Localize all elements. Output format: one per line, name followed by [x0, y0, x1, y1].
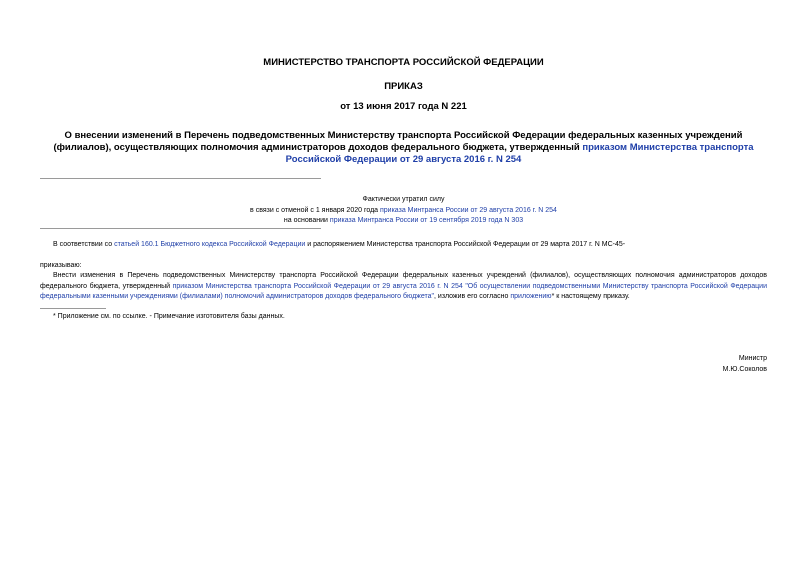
order-body: Внести изменения в Перечень подведомственных Министерству транспорта Российской Федерации федеральных казенных учреждений (филиалов), осуществляющих полномочия администраторов доходов федерального бюджета, утвержденный приказом Министерства транспорта Российской Федерации от 29 августа 2016 г. N 254 "Об осуществлении подведомственными Министерству транспорта Российской Федерации федеральными казенными учреждениями (филиалами) полномочий администраторов доходов федерального бюджета", изложив его согласно приложению* к настоящему приказу.: [40, 272, 767, 300]
separator-line: [40, 178, 321, 179]
signature-name: М.Ю.Соколов: [722, 365, 767, 373]
status-line-1: Фактически утратил силу: [362, 196, 445, 203]
status-line-2: в связи с отменой с 1 января 2020 года приказа Минтранса России от 29 августа 2016 г. N 254: [250, 206, 557, 214]
document-title: [40, 130, 767, 166]
preamble-link-budget-code[interactable]: статьей 160.1 Бюджетного кодекса Российской Федерации: [114, 241, 306, 248]
footnote-separator: [40, 308, 106, 309]
title-text: О внесении изменений в Перечень подведомственных Министерству транспорта Российской Федерации федеральных казенных учреждений (филиалов), осуществляющих полномочия администраторов доходов федерального бюджета, утвержденный: [53, 130, 743, 153]
separator-line: [40, 228, 321, 229]
signature-block: [723, 354, 767, 375]
footnote: * Приложение см. по ссылке. - Примечание изготовителя базы данных.: [53, 313, 285, 320]
status-block: [40, 195, 767, 227]
status-link-order-303[interactable]: приказа Минтранса России от 19 сентября 2019 года N 303: [329, 217, 524, 224]
status-line-3: на основании приказа Минтранса России от 19 сентября 2019 года N 303: [283, 217, 524, 224]
ministry-heading: МИНИСТЕРСТВО ТРАНСПОРТА РОССИЙСКОЙ ФЕДЕРАЦИИ: [263, 57, 544, 68]
body-link-appendix[interactable]: приложению: [510, 293, 552, 300]
title-link-order-254[interactable]: приказом Министерства транспорта Российской Федерации от 29 августа 2016 г. N 254: [285, 142, 754, 165]
signature-position: Министр: [738, 355, 767, 362]
preamble: В соответствии со статьей 160.1 Бюджетного кодекса Российской Федерации и распоряжением Министерства транспорта Российской Федерации от 29 марта 2017 г. N МС-45-: [53, 241, 626, 248]
order-word: приказываю:: [40, 262, 82, 269]
status-link-order-254[interactable]: приказа Минтранса России от 29 августа 2016 г. N 254: [380, 206, 557, 214]
document-type: ПРИКАЗ: [384, 81, 423, 92]
body-link-order-254[interactable]: приказом Министерства транспорта Российской Федерации от 29 августа 2016 г. N 254 "Об осуществлении подведомственными Министерству транспорта Российской Федерации федеральными казенными учреждениями (филиалами) полномочий администраторов доходов федерального бюджета": [40, 282, 767, 300]
document-date-number: от 13 июня 2017 года N 221: [340, 101, 467, 112]
